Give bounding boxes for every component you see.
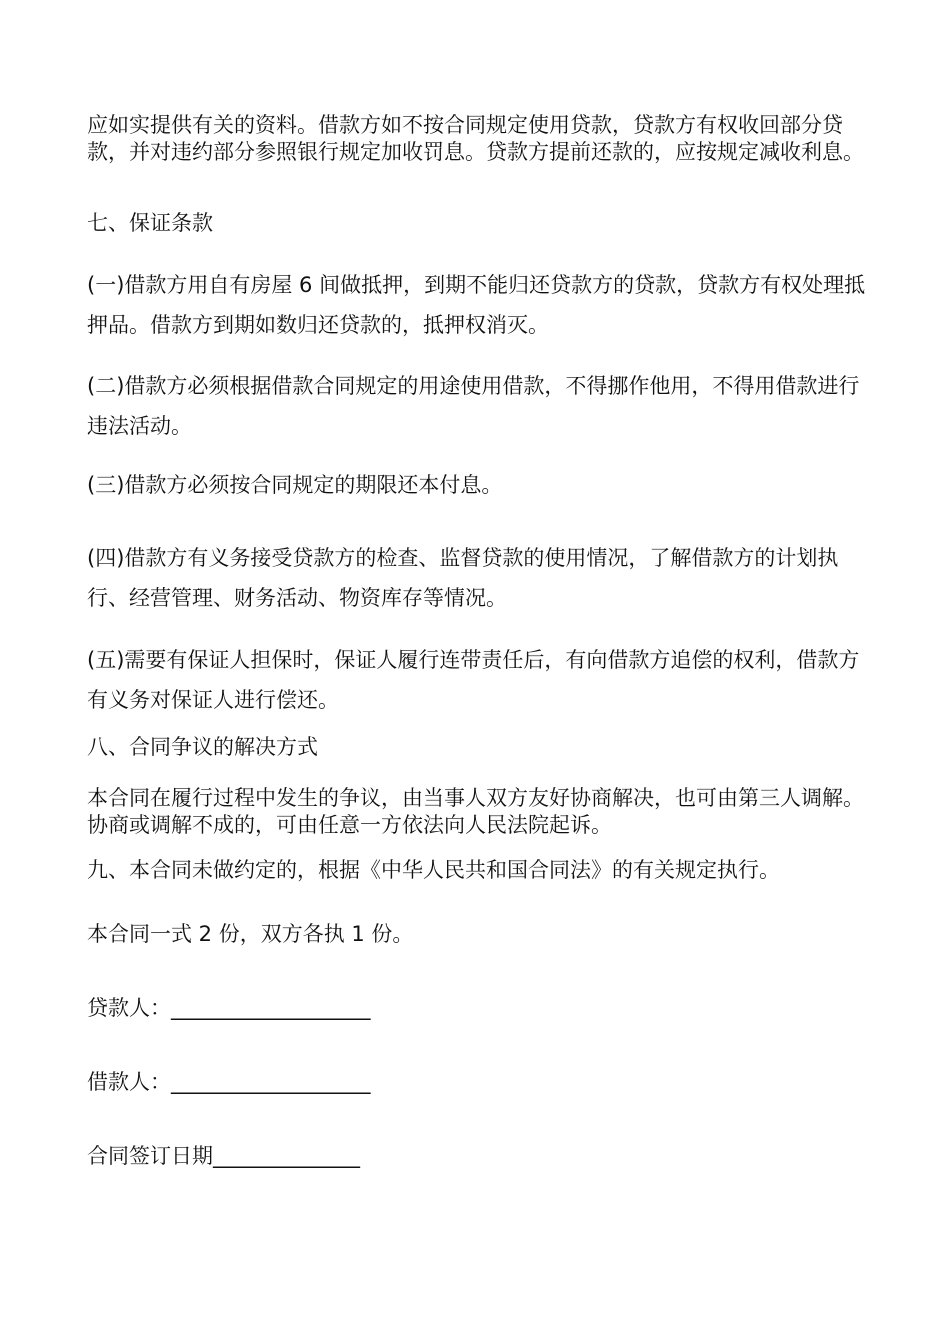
signing-date-line: 合同签订日期______________ <box>87 1144 360 1168</box>
paragraph-clause-5-guarantor: (五)需要有保证人担保时，保证人履行连带责任后，有向借款方追偿的权利，借款方有义务对保证人进行偿还。 <box>87 648 860 712</box>
paragraph-clause-9-law: 九、本合同未做约定的，根据《中华人民共和国合同法》的有关规定执行。 <box>87 858 780 882</box>
paragraph-loan-usage-terms: 应如实提供有关的资料。借款方如不按合同规定使用贷款，贷款方有权收回部分贷款，并对违约部分参照银行规定加收罚息。贷款方提前还款的，应按规定减收利息。 <box>87 113 864 164</box>
paragraph-clause-3-repayment: (三)借款方必须按合同规定的期限还本付息。 <box>87 473 503 497</box>
paragraph-dispute-resolution: 本合同在履行过程中发生的争议，由当事人双方友好协商解决，也可由第三人调解。协商或调解不成的，可由任意一方依法向人民法院起诉。 <box>87 786 864 837</box>
heading-guarantee-clause: 七、保证条款 <box>87 211 213 235</box>
paragraph-clause-2-usage: (二)借款方必须根据借款合同规定的用途使用借款，不得挪作他用，不得用借款进行违法活动。 <box>87 374 860 438</box>
heading-dispute-resolution: 八、合同争议的解决方式 <box>87 735 318 759</box>
paragraph-clause-4-inspection: (四)借款方有义务接受贷款方的检查、监督贷款的使用情况，了解借款方的计划执行、经营管理、财务活动、物资库存等情况。 <box>87 546 839 610</box>
borrower-signature-line: 借款人：___________________ <box>87 1070 371 1094</box>
paragraph-copies: 本合同一式 2 份，双方各执 1 份。 <box>87 922 414 946</box>
lender-signature-line: 贷款人：___________________ <box>87 996 371 1020</box>
paragraph-clause-1-mortgage: (一)借款方用自有房屋 6 间做抵押，到期不能归还贷款方的贷款，贷款方有权处理抵押品。借款方到期如数归还贷款的，抵押权消灭。 <box>87 273 866 337</box>
